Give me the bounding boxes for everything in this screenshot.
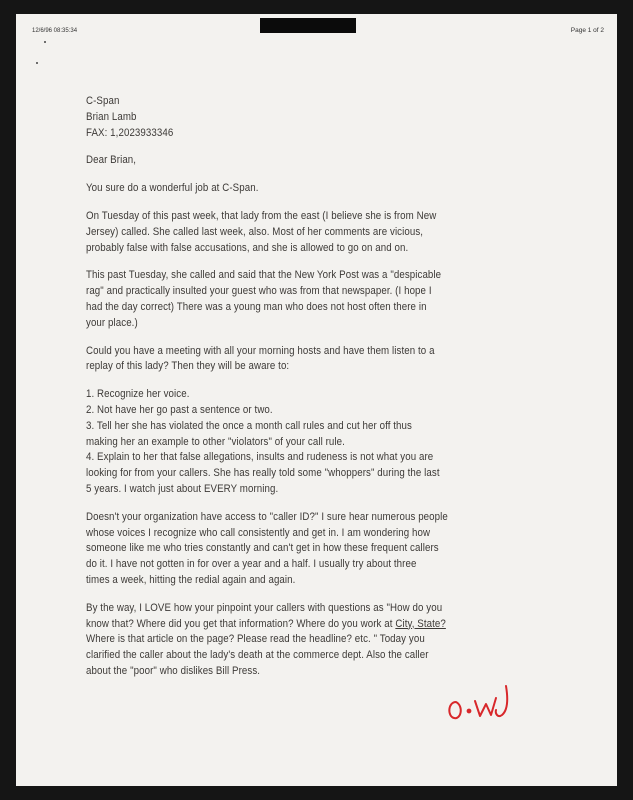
text-line: clarified the caller about the lady's death at the commerce dept. Also the caller <box>86 649 429 662</box>
text-line: someone like me who tries constantly and can't get in how these frequent callers <box>86 542 439 555</box>
fax-page-number: Page 1 of 2 <box>570 27 604 34</box>
paragraph-5 <box>86 510 456 589</box>
letter-body <box>86 94 456 692</box>
paragraph-2 <box>86 209 456 256</box>
text-fragment: know that? Where did you get that information? Where do you work at <box>86 617 396 630</box>
scan-speck <box>44 41 46 43</box>
text-line <box>86 617 456 633</box>
text-line: do it. I have not gotten in for over a year and a half. I usually try about three <box>86 558 417 571</box>
list-item: 2. Not have her go past a sentence or two. <box>86 403 273 416</box>
text-line: Could you have a meeting with all your morning hosts and have them listen to a <box>86 344 435 357</box>
paragraph-3 <box>86 268 456 331</box>
text-line: replay of this lady? Then they will be aware to: <box>86 360 290 373</box>
fax-page <box>16 14 617 786</box>
list-item: 1. Recognize her voice. <box>86 388 190 401</box>
paragraph-1 <box>86 181 456 197</box>
list-item: 5 years. I watch just about EVERY morning. <box>86 482 279 495</box>
text-line: By the way, I LOVE how your pinpoint your callers with questions as "How do you <box>86 601 443 614</box>
text-line: You sure do a wonderful job at C-Span. <box>86 182 259 195</box>
text-line: had the day correct) There was a young man who does not host often there in <box>86 300 427 313</box>
text-line: On Tuesday of this past week, that lady from the east (I believe she is from New <box>86 209 437 222</box>
scan-speck <box>36 62 38 64</box>
numbered-list <box>86 387 456 498</box>
text-line: your place.) <box>86 316 138 329</box>
list-item: making her an example to other "violators" of your call rule. <box>86 435 345 448</box>
recipient-name: Brian Lamb <box>86 110 137 123</box>
fax-timestamp: 12/6/96 08:35:34 <box>32 28 78 34</box>
recipient-block <box>86 94 456 141</box>
list-item: looking for from your callers. She has really told some "whoppers" during the last <box>86 467 440 480</box>
text-line: Where is that article on the page? Please read the headline? etc. " Today you <box>86 633 425 646</box>
text-line: Doesn't your organization have access to "caller ID?" I sure hear numerous people <box>86 510 448 523</box>
underlined-text: City, State? <box>395 617 446 630</box>
redaction-bar <box>260 18 356 33</box>
recipient-fax: FAX: 1,2023933346 <box>86 126 174 139</box>
salutation: Dear Brian, <box>86 154 137 167</box>
recipient-org: C-Span <box>86 95 120 107</box>
text-line: rag" and practically insulted your guest who was from that newspaper. (I hope I <box>86 285 432 298</box>
list-item: 3. Tell her she has violated the once a month call rules and cut her off thus <box>86 419 412 432</box>
list-item: 4. Explain to her that false allegations, insults and rudeness is not what you are <box>86 451 434 464</box>
handwritten-initials <box>444 674 524 724</box>
text-line: Jersey) called. She called last week, also. Most of her comments are vicious, <box>86 225 424 238</box>
text-line: about the "poor" who dislikes Bill Press. <box>86 664 261 677</box>
text-line: This past Tuesday, she called and said that the New York Post was a "despicable <box>86 269 442 282</box>
text-line: whose voices I recognize who call consistently and get in. I am wondering how <box>86 526 431 539</box>
paragraph-4 <box>86 344 456 376</box>
text-line: probably false with false accusations, and she is allowed to go on and on. <box>86 241 409 254</box>
paragraph-6 <box>86 601 456 680</box>
text-line: times a week, hitting the redial again and again. <box>86 573 296 586</box>
